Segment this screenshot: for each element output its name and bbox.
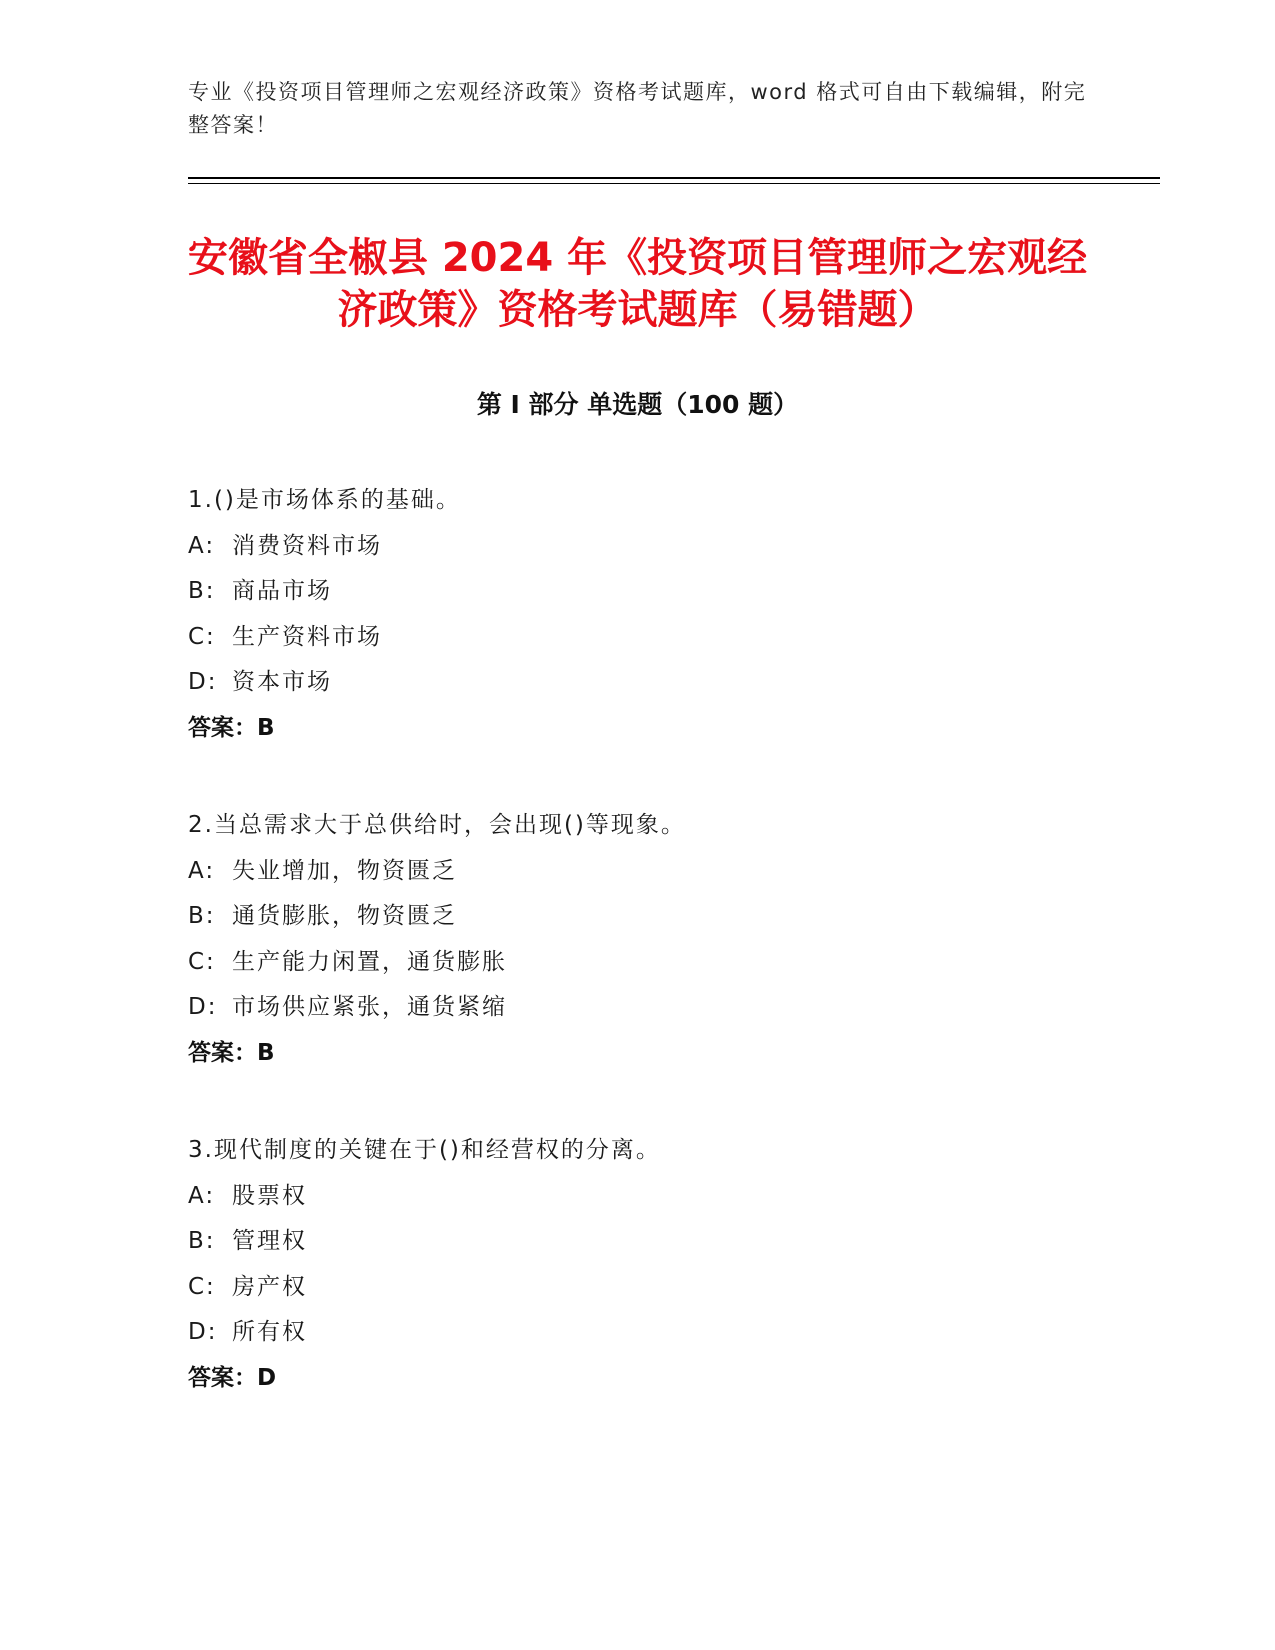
header-note: 专业《投资项目管理师之宏观经济政策》资格考试题库，word 格式可自由下载编辑，附完整答案！ [188, 80, 1087, 137]
option-text: 商品市场 [232, 578, 332, 604]
option-c [188, 1265, 1138, 1311]
option-b [188, 569, 1138, 615]
option-key: C: [188, 948, 216, 975]
option-a [188, 849, 1138, 895]
option-text: 生产资料市场 [232, 623, 382, 650]
option-key: B: [188, 903, 216, 929]
header-divider-thick [188, 177, 1160, 179]
option-key: C: [188, 623, 216, 650]
option-a [188, 524, 1138, 570]
option-d [188, 1310, 1138, 1356]
option-key: B: [188, 578, 216, 604]
option-b [188, 894, 1138, 940]
answer: 答案：B [188, 1039, 275, 1066]
question-list [188, 478, 1138, 1453]
section-heading: 第 I 部分 单选题（100 题） [476, 390, 799, 419]
answer: 答案：B [188, 714, 275, 741]
option-key: D: [188, 669, 218, 695]
question-item [188, 478, 1138, 751]
option-text: 消费资料市场 [232, 532, 382, 559]
option-key: D: [188, 994, 218, 1020]
answer: 答案：D [188, 1364, 277, 1391]
header-divider-thin [188, 183, 1160, 184]
question-stem: 2.当总需求大于总供给时，会出现()等现象。 [188, 812, 686, 838]
option-text: 生产能力闲置，通货膨胀 [232, 948, 507, 975]
option-c [188, 615, 1138, 661]
question-stem: 1.()是市场体系的基础。 [188, 487, 461, 513]
option-d [188, 985, 1138, 1031]
option-text: 市场供应紧张，通货紧缩 [232, 994, 507, 1020]
document-title: 安徽省全椒县 2024 年《投资项目管理师之宏观经济政策》资格考试题库（易错题） [187, 235, 1088, 333]
question-item [188, 803, 1138, 1076]
option-text: 资本市场 [232, 669, 332, 695]
option-text: 房产权 [232, 1273, 307, 1300]
option-key: C: [188, 1273, 216, 1300]
option-key: A: [188, 532, 216, 559]
option-b [188, 1219, 1138, 1265]
question-item [188, 1128, 1138, 1401]
question-stem: 3.现代制度的关键在于()和经营权的分离。 [188, 1137, 661, 1163]
option-text: 管理权 [232, 1228, 307, 1254]
option-key: D: [188, 1319, 218, 1345]
option-key: B: [188, 1228, 216, 1254]
option-d [188, 660, 1138, 706]
option-text: 股票权 [232, 1182, 307, 1209]
option-text: 所有权 [232, 1319, 307, 1345]
option-key: A: [188, 1182, 216, 1209]
option-key: A: [188, 857, 216, 884]
option-a [188, 1174, 1138, 1220]
option-c [188, 940, 1138, 986]
option-text: 失业增加，物资匮乏 [232, 857, 457, 884]
option-text: 通货膨胀，物资匮乏 [232, 903, 457, 929]
